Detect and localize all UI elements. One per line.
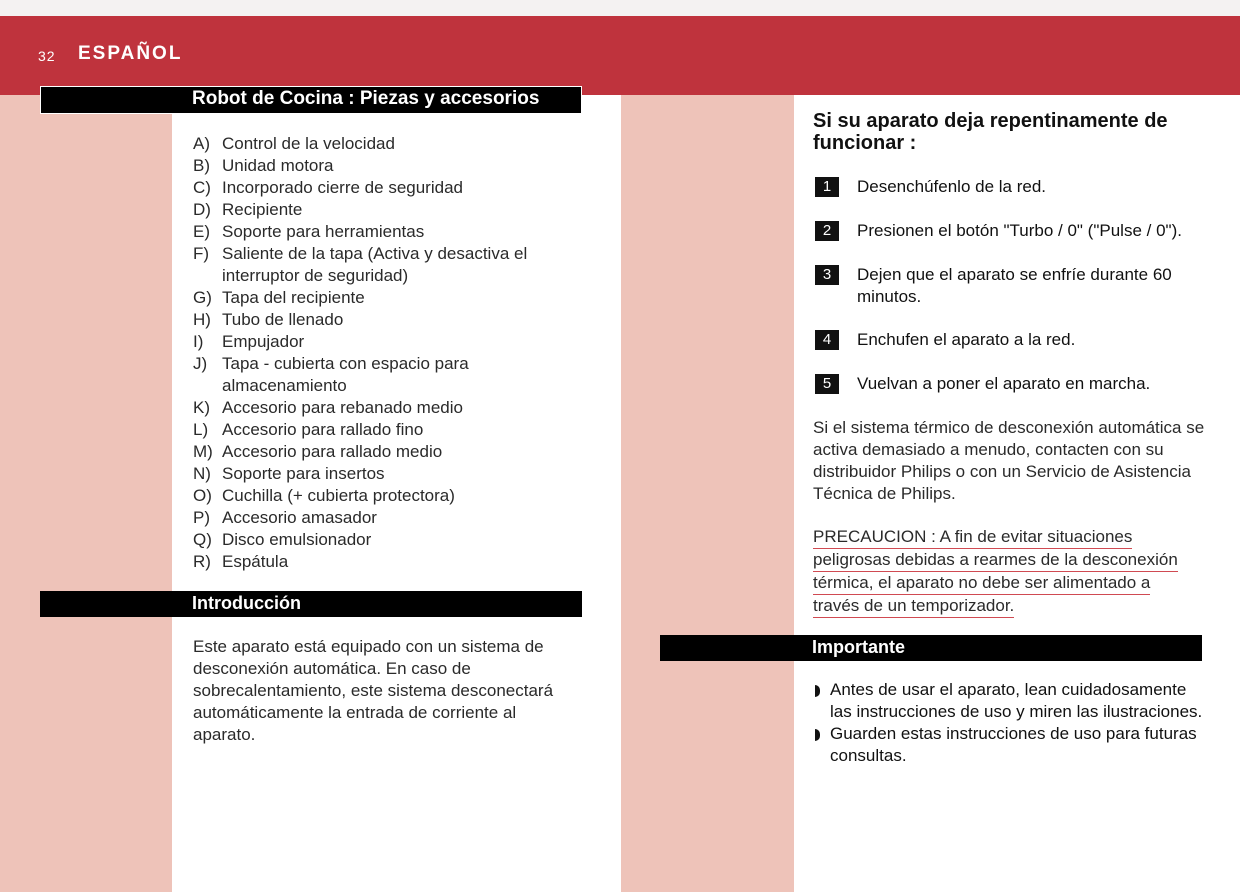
caution-line: peligrosas debidas a rearmes de la desconexión [813, 549, 1178, 572]
half-circle-bullet-icon [815, 729, 820, 741]
stop-heading: Si su aparato deja repentinamente de funcionar : [813, 110, 1168, 154]
list-item [193, 243, 583, 287]
part-letter: P) [193, 508, 210, 527]
step-number-badge: 2 [815, 221, 839, 241]
part-text: Control de la velocidad [222, 134, 395, 153]
step-text: Vuelvan a poner el aparato en marcha. [857, 374, 1151, 393]
step-number-badge: 3 [815, 265, 839, 285]
part-letter: J) [193, 354, 208, 373]
part-text: Accesorio para rallado fino [222, 420, 424, 439]
part-text: Empujador [222, 332, 305, 351]
list-item [193, 177, 583, 199]
step-number-badge: 1 [815, 177, 839, 197]
part-text: Accesorio para rallado medio [222, 442, 443, 461]
important-section-title: Importante [812, 637, 906, 657]
part-text: Soporte para herramientas [222, 222, 425, 241]
part-text: Tapa del recipiente [222, 288, 365, 307]
part-text: Unidad motora [222, 156, 334, 175]
step-text: Enchufen el aparato a la red. [857, 330, 1076, 349]
part-text: Espátula [222, 552, 289, 571]
bullet-text: Antes de usar el aparato, lean cuidadosamente las instrucciones de uso y miren las ilustraciones. [830, 680, 1203, 721]
part-letter: Q) [193, 530, 212, 549]
list-item [193, 529, 583, 551]
half-circle-bullet-icon [815, 685, 820, 697]
list-item [193, 309, 583, 331]
part-letter: D) [193, 200, 211, 219]
caution-line: PRECAUCION : A fin de evitar situaciones [813, 526, 1132, 549]
list-item [193, 551, 583, 573]
part-text: Accesorio amasador [222, 508, 377, 527]
part-letter: H) [193, 310, 211, 329]
list-item [193, 507, 583, 529]
part-text: Accesorio para rebanado medio [222, 398, 463, 417]
list-item [193, 463, 583, 485]
list-item [193, 155, 583, 177]
part-text: Tubo de llenado [222, 310, 344, 329]
header-band [0, 16, 1240, 95]
part-text: Soporte para insertos [222, 464, 385, 483]
caution-note [813, 526, 1208, 618]
caution-line: través de un temporizador. [813, 595, 1014, 618]
part-text: Tapa - cubierta con espacio para almacenamiento [222, 354, 469, 395]
part-text: Saliente de la tapa (Activa y desactiva el interruptor de seguridad) [222, 244, 528, 285]
part-letter: M) [193, 442, 213, 461]
important-section-bar [660, 635, 1202, 661]
part-letter: L) [193, 420, 209, 439]
list-item [193, 221, 583, 243]
part-text: Incorporado cierre de seguridad [222, 178, 463, 197]
bullet-text: Guarden estas instrucciones de uso para futuras consultas. [830, 724, 1197, 765]
list-item [193, 353, 583, 397]
list-item [193, 331, 583, 353]
list-item [193, 485, 583, 507]
step-text: Desenchúfenlo de la red. [857, 177, 1047, 196]
list-item [193, 199, 583, 221]
intro-section-bar [40, 591, 582, 617]
list-item [193, 419, 583, 441]
part-letter: B) [193, 156, 210, 175]
part-text: Disco emulsionador [222, 530, 372, 549]
parts-list [193, 133, 583, 573]
left-margin-column [0, 95, 172, 892]
step-text: Dejen que el aparato se enfríe durante 60 minutos. [857, 265, 1172, 306]
step-number-badge: 5 [815, 374, 839, 394]
part-letter: E) [193, 222, 210, 241]
step-number-badge: 4 [815, 330, 839, 350]
list-item [815, 723, 1205, 767]
thermal-paragraph: Si el sistema térmico de desconexión automática se activa demasiado a menudo, contacten con su distribuidor Philips o con un Servicio de Asistencia Técnica de Philips. [813, 418, 1205, 503]
page-number: 32 [38, 48, 56, 64]
parts-section-title: Robot de Cocina : Piezas y accesorios [192, 88, 540, 109]
list-item [193, 287, 583, 309]
part-letter: A) [193, 134, 210, 153]
part-letter: O) [193, 486, 212, 505]
part-letter: F) [193, 244, 210, 263]
parts-section-bar [40, 86, 582, 114]
intro-paragraph: Este aparato está equipado con un sistema de desconexión automática. En caso de sobrecalentamiento, este sistema desconectará automáticamente la entrada de corriente al aparato. [193, 637, 554, 744]
part-letter: G) [193, 288, 212, 307]
part-letter: R) [193, 552, 211, 571]
important-list [815, 679, 1205, 767]
list-item [193, 441, 583, 463]
part-letter: K) [193, 398, 210, 417]
part-text: Cuchilla (+ cubierta protectora) [222, 486, 455, 505]
part-letter: C) [193, 178, 211, 197]
language-title: ESPAÑOL [78, 43, 183, 64]
middle-margin-column [621, 95, 794, 892]
list-item [815, 679, 1205, 723]
list-item [193, 397, 583, 419]
part-text: Recipiente [222, 200, 303, 219]
part-letter: I) [193, 332, 204, 351]
list-item [193, 133, 583, 155]
step-text: Presionen el botón "Turbo / 0" ("Pulse / 0"). [857, 221, 1182, 240]
part-letter: N) [193, 464, 211, 483]
top-margin-strip [0, 0, 1240, 16]
intro-section-title: Introducción [192, 593, 301, 613]
caution-line: térmica, el aparato no debe ser alimentado a [813, 572, 1150, 595]
